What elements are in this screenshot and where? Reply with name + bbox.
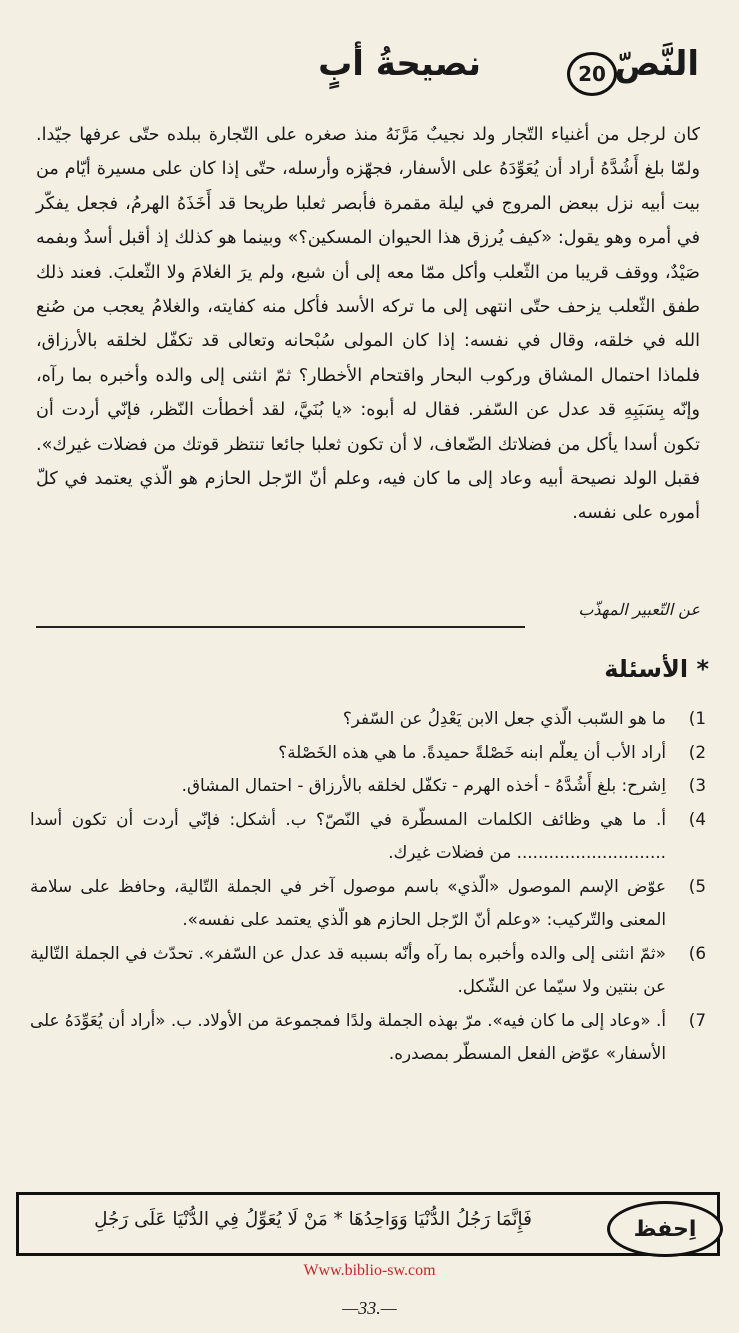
question-text: عوّض الإسم الموصول «الّذي» باسم موصول آخر في الجملة التّالية، وحافظ على سلامة المعنى والتّركيب: «وعلم أنّ الرّجل الحازم هو الّذي يعتمد على نفسه».: [30, 875, 666, 929]
question-number: 3): [688, 775, 706, 795]
lesson-label: النَّصّ: [614, 44, 699, 84]
question-number: 6): [688, 942, 706, 963]
question-number: 7): [688, 1009, 706, 1030]
question-item: [30, 1004, 706, 1071]
question-number: 4): [688, 808, 706, 829]
question-item: [30, 736, 706, 770]
question-item: [30, 803, 706, 870]
question-text: أ. ما هي وظائف الكلمات المسطّرة في النّصّ؟ ب. أشكل: فإنّي أردت أن تكون أسدا ............................ من فضلات غيرك.: [30, 808, 666, 862]
source-divider: [36, 626, 525, 628]
page-number: —33.—: [342, 1298, 397, 1318]
memorize-verse: فَإِنَّمَا رَجُلُ الدُّنْيَا وَوَاحِدُهَا * مَنْ لَا يُعَوِّلُ فِي الدُّنْيَا عَلَى رَجُلِ: [94, 1209, 532, 1230]
question-number: 5): [688, 875, 706, 896]
website-watermark: Www.biblio-sw.com: [303, 1262, 436, 1279]
question-text: ما هو السّبب الّذي جعل الابن يَعْدِلُ عن السّفر؟: [342, 708, 666, 728]
page-header: [40, 38, 709, 108]
memorize-box: [16, 1192, 720, 1256]
lesson-number-badge: 20: [567, 52, 617, 96]
questions-list: [30, 702, 706, 1071]
question-item: [30, 769, 706, 803]
source-citation: عن التّعبير المهذّب: [578, 600, 700, 619]
memorize-label: اِحفظ: [607, 1201, 723, 1257]
question-text: أراد الأب أن يعلّم ابنه خَصْلةً حميدةً. ما هي هذه الخَصْلة؟: [278, 741, 666, 762]
source-row: [36, 600, 700, 636]
story-text: [36, 118, 700, 531]
question-text: اِشرح: بلغ أَشُدَّهُ - أخذه الهرم - تكفّل لخلقه بالأرزاق - احتمال المشاق.: [181, 775, 666, 795]
story-paragraph: كان لرجل من أغنياء التّجار ولد نجيبٌ مَرَّنَهُ منذ صغره على التّجارة ببلده حتّى عرفها جيّدا. ولمّا بلغ أَشُدَّهُ أراد أن يُعَوِّدَهُ على الأسفار، فجهّزه وأرسله، حتّى إذا كان على مسيرة أيّام من بيت أبيه نزل ببعض المروج في ليلة مقمرة فأبصر ثعلبا طريحا قد أَخَذَهُ الهرمُ، فجعل يفكّر في أمره وهو يقول: «كيف يُرزق هذا الحيوان المسكين؟» وبينما هو كذلك إذ أقبل أسدٌ وبفمه صَيْدٌ، ووقف قريبا من الثّعلب وأكل ممّا معه إلى أن شبع، ولم يرَ الغلامَ ولا الثّعلبَ. فعند ذلك طفق الثّعلب يزحف حتّى انتهى إلى ما تركه الأسد فأكل منه كفايته، والغلامُ يعجب من صُنع الله في خلقه، وقال في نفسه: إذا كان المولى سُبْحانه وتعالى قد تكفّل لخلقه بالأرزاق، فلماذا احتمال المشاق وركوب البحار واقتحام الأخطار؟ ثمّ انثنى إلى والده وأخبره بما رآه، وإنّه بِسَبَبِهِ قد عدل عن السّفر. فقال له أبوه: «يا بُنَيَّ، لقد أخطأت النّظر، فإنّي أردت أن تكون أسدا يأكل من فضلاتك الضّعاف، لا أن تكون ثعلبا جائعا تنتظر قوتك من فضلات غيرك». فقبل الولد نصيحة أبيه وعاد إلى ما كان فيه، وعلم أنّ الرّجل الحازم هو الّذي يعتمد في كلّ أموره على نفسه.: [36, 125, 700, 524]
question-text: «ثمّ انثنى إلى والده وأخبره بما رآه وأنّه بسببه قد عدل عن السّفر». تحدّث في الجملة التّالية عن بنتين ولا سيّما عن الشّكل.: [30, 942, 666, 996]
question-text: أ. «وعاد إلى ما كان فيه». مرّ بهذه الجملة ولدًا فمجموعة من الأولاد. ب. «أراد أن يُعَوِّدَهُ على الأسفار» عوّض الفعل المسطّر بمصدره.: [30, 1009, 666, 1063]
questions-heading: * الأسئلة: [604, 655, 709, 683]
question-item: [30, 937, 706, 1004]
question-number: 2): [688, 741, 706, 762]
question-item: [30, 702, 706, 736]
question-item: [30, 870, 706, 937]
question-number: 1): [688, 708, 706, 728]
page-title: نصيحةُ أبٍ: [318, 44, 481, 84]
